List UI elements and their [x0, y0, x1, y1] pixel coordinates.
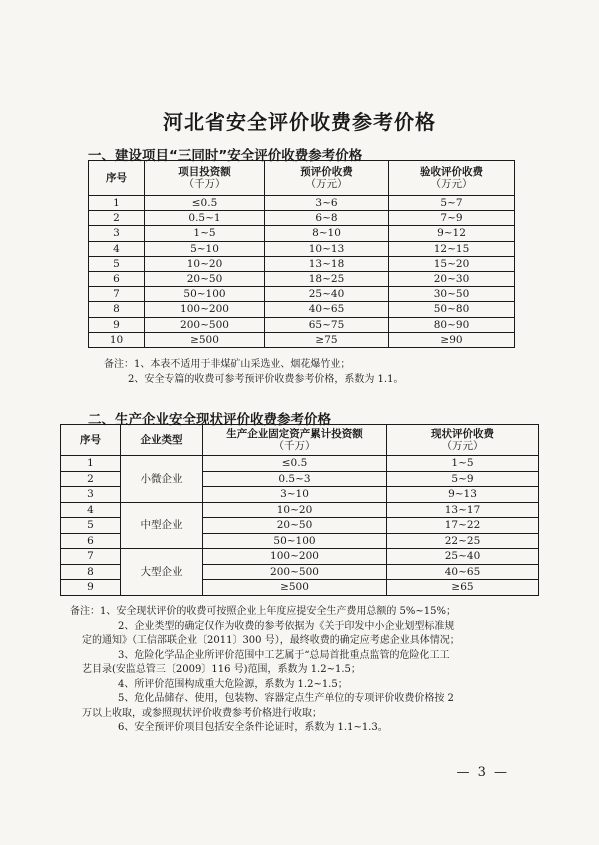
note-line: 定的通知》（工信部联企业〔2011〕300 号），最终收费的确定应考虑企业具体情况；	[82, 635, 460, 646]
row-number: 3	[89, 226, 145, 241]
acceptance-fee-cell: 9~12	[389, 226, 515, 241]
pre-evaluation-fee-cell: 6~8	[265, 211, 389, 226]
page-title: 河北省安全评价收费参考价格	[163, 110, 436, 134]
enterprise-fee-table	[60, 424, 539, 596]
header-no: 序号	[89, 161, 145, 196]
investment-cell: ≥500	[145, 332, 265, 347]
enterprise-type-cell: 小微企业	[121, 456, 203, 503]
header-asset: 生产企业固定资产累计投资额 （千万）	[203, 425, 387, 456]
table-header-row	[61, 425, 539, 456]
investment-cell: 50~100	[145, 287, 265, 302]
asset-cell: 3~10	[203, 487, 387, 503]
note-line: 2、安全专篇的收费可参考预评价收费参考价格，系数为 1.1。	[128, 373, 404, 385]
page-number: — 3 —	[456, 765, 509, 780]
status-fee-cell: 9~13	[387, 487, 539, 503]
note-line: 2、企业类型的确定仅作为收费的参考依据为《关于印发中小企业划型标准规	[118, 620, 455, 632]
investment-cell: 1~5	[145, 226, 265, 241]
pre-evaluation-fee-cell: 25~40	[265, 287, 389, 302]
table-row	[61, 502, 539, 518]
pre-evaluation-fee-cell: 13~18	[265, 256, 389, 271]
note-line: 备注：1、安全现状评价的收费可按照企业上年度应提安全生产费用总额的 5%~15%；	[70, 606, 457, 617]
row-number: 4	[89, 241, 145, 256]
row-number: 5	[61, 518, 121, 534]
pre-evaluation-fee-cell: 65~75	[265, 317, 389, 332]
pre-evaluation-fee-cell: 8~10	[265, 226, 389, 241]
acceptance-fee-cell: 5~7	[389, 196, 515, 211]
row-number: 2	[89, 211, 145, 226]
note-line: 备注：1、本表不适用于非煤矿山采选业、烟花爆竹业；	[104, 359, 351, 370]
investment-cell: 20~50	[145, 271, 265, 286]
header-investment: 项目投资额 （千万）	[145, 161, 265, 196]
asset-cell: 100~200	[203, 549, 387, 565]
investment-cell: ≤0.5	[145, 196, 265, 211]
pre-evaluation-fee-cell: 10~13	[265, 241, 389, 256]
row-number: 7	[89, 287, 145, 302]
row-number: 10	[89, 332, 145, 347]
investment-cell: 5~10	[145, 241, 265, 256]
asset-cell: ≤0.5	[203, 456, 387, 472]
enterprise-type-cell: 中型企业	[121, 502, 203, 549]
table-header-row	[89, 161, 515, 196]
row-number: 9	[61, 580, 121, 596]
status-fee-cell: 13~17	[387, 502, 539, 518]
header-pre-evaluation: 预评价收费 （万元）	[265, 161, 389, 196]
table-row	[89, 332, 515, 347]
pre-evaluation-fee-cell: ≥75	[265, 332, 389, 347]
pre-evaluation-fee-cell: 40~65	[265, 302, 389, 317]
row-number: 8	[89, 302, 145, 317]
table-row	[89, 226, 515, 241]
note-line: 6、安全预评价项目包括安全条件论证时，系数为 1.1~1.3。	[118, 722, 388, 733]
note-line: 万以上收取，或参照现状评价收费参考价格进行收取；	[82, 707, 322, 719]
investment-cell: 200~500	[145, 317, 265, 332]
table-row	[89, 317, 515, 332]
acceptance-fee-cell: 80~90	[389, 317, 515, 332]
row-number: 8	[61, 564, 121, 580]
asset-cell: ≥500	[203, 580, 387, 596]
acceptance-fee-cell: 7~9	[389, 211, 515, 226]
row-number: 2	[61, 471, 121, 487]
table-row	[89, 256, 515, 271]
section2-notes	[60, 605, 546, 736]
asset-cell: 10~20	[203, 502, 387, 518]
status-fee-cell: ≥65	[387, 580, 539, 596]
enterprise-type-cell: 大型企业	[121, 549, 203, 596]
note-line: 4、所评价范围构成重大危险源，系数为 1.2~1.5；	[118, 678, 348, 690]
acceptance-fee-cell: 30~50	[389, 287, 515, 302]
row-number: 6	[61, 533, 121, 549]
asset-cell: 50~100	[203, 533, 387, 549]
pre-evaluation-fee-cell: 3~6	[265, 196, 389, 211]
acceptance-fee-cell: 15~20	[389, 256, 515, 271]
header-acceptance-evaluation: 验收评价收费 （万元）	[389, 161, 515, 196]
status-fee-cell: 5~9	[387, 471, 539, 487]
note-line: 3、危险化学品企业所评价范围中工艺属于“总局首批重点监管的危险化工工	[118, 649, 450, 661]
row-number: 5	[89, 256, 145, 271]
section2-title: 二、生产企业安全现状评价收费参考价格	[88, 412, 331, 428]
status-fee-cell: 25~40	[387, 549, 539, 565]
table-row	[89, 302, 515, 317]
table-row	[89, 241, 515, 256]
table-row	[89, 211, 515, 226]
table-row	[89, 196, 515, 211]
investment-cell: 10~20	[145, 256, 265, 271]
row-number: 9	[89, 317, 145, 332]
acceptance-fee-cell: ≥90	[389, 332, 515, 347]
investment-cell: 0.5~1	[145, 211, 265, 226]
table-row	[89, 287, 515, 302]
pre-evaluation-fee-cell: 18~25	[265, 271, 389, 286]
investment-cell: 100~200	[145, 302, 265, 317]
section1-notes	[104, 358, 524, 387]
row-number: 6	[89, 271, 145, 286]
acceptance-fee-cell: 20~30	[389, 271, 515, 286]
section1-title: 一、建设项目“三同时”安全评价收费参考价格	[88, 148, 363, 164]
header-no: 序号	[61, 425, 121, 456]
row-number: 1	[61, 456, 121, 472]
note-line: 艺目录(安监总管三〔2009〕116 号)范围，系数为 1.2~1.5；	[82, 664, 361, 675]
acceptance-fee-cell: 50~80	[389, 302, 515, 317]
status-fee-cell: 22~25	[387, 533, 539, 549]
row-number: 4	[61, 502, 121, 518]
header-enterprise-type: 企业类型	[121, 425, 203, 456]
status-fee-cell: 1~5	[387, 456, 539, 472]
asset-cell: 200~500	[203, 564, 387, 580]
table-row	[61, 456, 539, 472]
status-fee-cell: 40~65	[387, 564, 539, 580]
row-number: 1	[89, 196, 145, 211]
table-row	[61, 549, 539, 565]
asset-cell: 0.5~3	[203, 471, 387, 487]
row-number: 7	[61, 549, 121, 565]
asset-cell: 20~50	[203, 518, 387, 534]
construction-fee-table	[88, 160, 515, 348]
acceptance-fee-cell: 12~15	[389, 241, 515, 256]
header-status-fee: 现状评价收费 （万元）	[387, 425, 539, 456]
row-number: 3	[61, 487, 121, 503]
table-row	[89, 271, 515, 286]
status-fee-cell: 17~22	[387, 518, 539, 534]
note-line: 5、危化品储存、使用，包装物、容器定点生产单位的专项评价收费价格按 2	[118, 693, 454, 704]
